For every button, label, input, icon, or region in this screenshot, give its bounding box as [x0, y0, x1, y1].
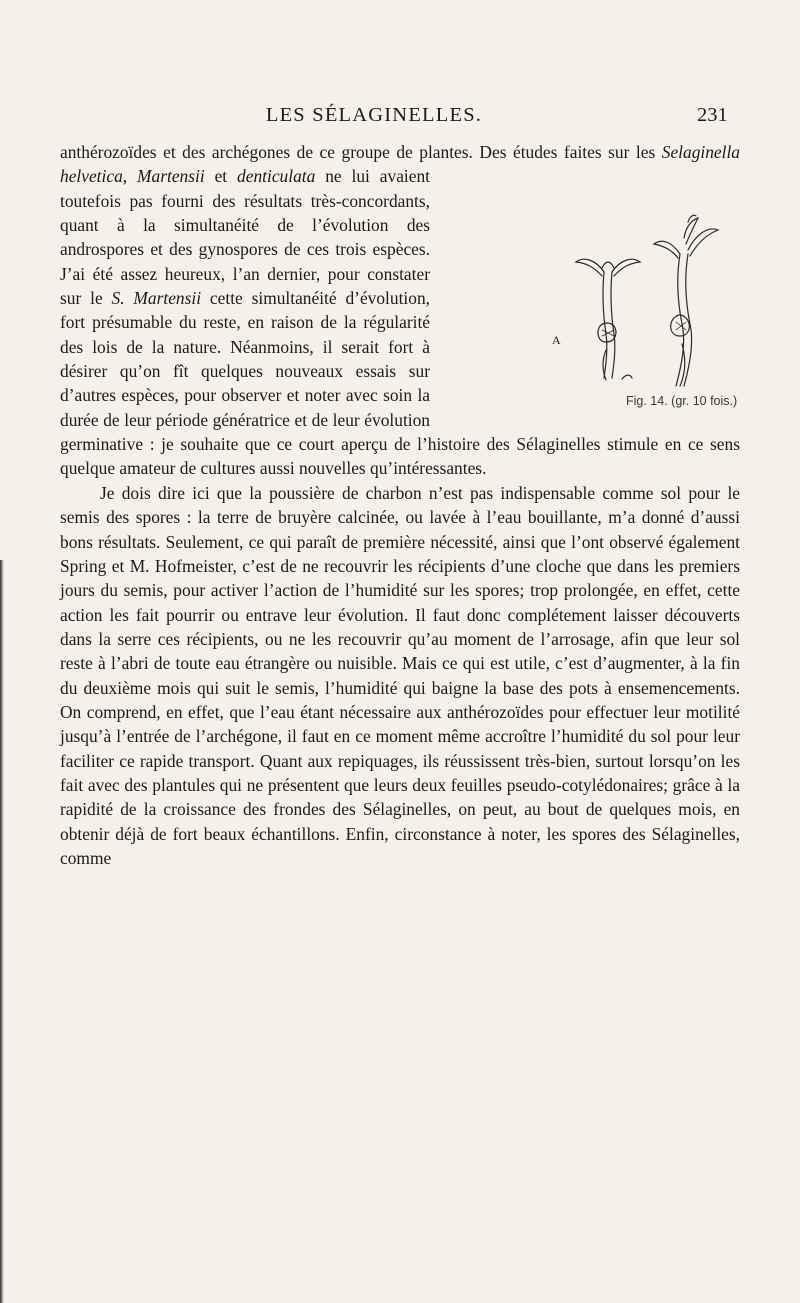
species-name: Martensii	[137, 166, 205, 187]
figure-14	[436, 164, 748, 412]
species-name: S. Martensii	[111, 288, 202, 309]
seedling-b-leaf-top	[684, 218, 698, 244]
page-body	[60, 140, 740, 870]
seedling-a-leaf-right	[612, 260, 640, 277]
page-binding-edge	[0, 560, 4, 1303]
running-title: LES SÉLAGINELLES.	[265, 104, 483, 126]
paragraph-1-end: cette simultanéité d’évolution, fort présumable du reste, en raison de la régularité des lois de la nature. Néanmoins, il serait fort à désirer qu’on fît quelques nouveaux essais sur d’autres espèces, pour observer et noter avec soin la durée de leur période génératrice et de leur évolution germinative : je souhaite que ce court aperçu de l’histoire des Sélaginelles stimule en ce sens quelque amateur de cultures aussi nouvelles qu’intéressantes.	[60, 288, 740, 479]
seedling-b-leaf-left	[654, 242, 680, 259]
running-header	[0, 104, 800, 128]
figure-label-a: A	[552, 333, 561, 348]
figure-caption: Fig. 14. (gr. 10 fois.)	[626, 394, 738, 409]
paragraph-1	[60, 140, 740, 481]
page-number: 231	[697, 104, 728, 126]
seedling-b-spore-lines	[676, 322, 686, 330]
separator: et	[204, 166, 238, 187]
paragraph-1-middle: ne lui avaient toutefois pas fourni des résultats très-concordants, quant à la simultanéité de l’évolution des androspores et des gynospores de ces trois espèces. J’ai été assez heureux, l’an dernier, pour constater sur le	[60, 166, 431, 309]
species-name: Selaginella helvetica	[60, 142, 740, 187]
seedling-b-leaf-right	[688, 229, 718, 256]
seedling-b-stem	[676, 254, 684, 386]
figure-14-drawing	[436, 164, 748, 412]
seedling-a-leaf-left	[576, 260, 604, 277]
paragraph-2: Je dois dire ici que la poussière de charbon n’est pas indispensable comme sol pour le semis des spores : la terre de bruyère calcinée, ou lavée à l’eau bouillante, m’a donné d’aussi bons résultats. Seulement, ce qui paraît de première nécessité, ainsi que l’ont observé également Spring et M. Hofmeister, c’est de ne recouvrir les récipients d’une cloche que dans les premiers jours du semis, pour activer l’action de l’humidité sur les spores; trop prolongée, en effet, cette action les fait pourrir ou entrave leur évolution. Il faut donc complétement laisser découverts dans la serre ces récipients, ou ne les recouvrir qu’au moment de l’arrosage, afin que leur sol reste à l’abri de toute eau étrangère ou nuisible. Mais ce qui est utile, c’est d’augmenter, à la fin du deuxième mois qui suit le semis, l’humidité qui baigne la base des pots à ensemencements. On comprend, en effet, que l’eau étant nécessaire aux anthérozoïdes pour effectuer leur motilité jusqu’à l’entrée de l’archégone, il faut en ce moment même accroître l’humidité du sol pour leur faciliter ce rapide transport. Quant aux repiquages, ils réussissent très-bien, surtout lorsqu’on les fait avec des plantules qui ne présentent que leurs deux feuilles pseudo-cotylédonaires; grâce à la rapidité de la croissance des frondes des Sélaginelles, on peut, au bout de quelques mois, en obtenir déjà de fort beaux échantillons. Enfin, circonstance à noter, les spores des Sélaginelles, comme	[60, 482, 740, 868]
small-fragment	[622, 375, 632, 379]
paragraph-1-lead: anthérozoïdes et des archégones de ce groupe de plantes. Des études faites sur les	[60, 142, 662, 162]
species-name: denticulata	[237, 166, 316, 187]
seedling-a-apex	[602, 262, 614, 268]
separator: ,	[122, 166, 138, 187]
seedling-a-spore-lines	[602, 330, 614, 336]
